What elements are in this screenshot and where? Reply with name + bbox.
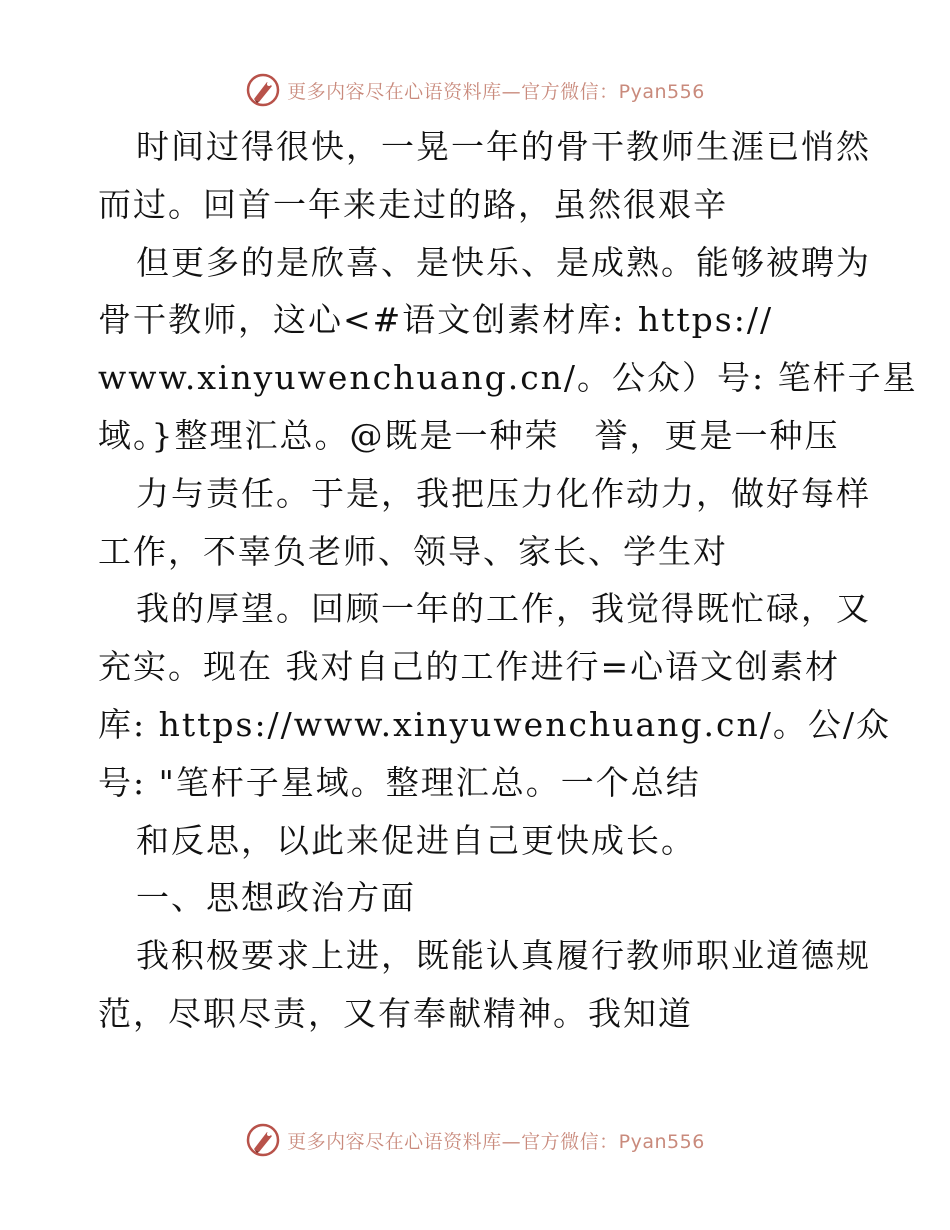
text-line: 工作，不辜负老师、领导、家长、学生对 [98, 531, 728, 571]
text-line: 和反思，以此来促进自己更快成长。 [136, 820, 696, 860]
text-line: 充实。现在 我对自己的工作进行=心语文创素材 [98, 647, 841, 687]
text-line: 而过。回首一年来走过的路，虽然很艰辛 [98, 184, 728, 224]
text-line: 骨干教师，这心<#语文创素材库: https:// [98, 300, 774, 340]
pen-circle-icon [245, 72, 281, 108]
text-line: www.xinyuwenchuang.cn/。公众）号: 笔杆子星 [98, 358, 918, 398]
watermark-text: 更多内容尽在心语资料库—官方微信：Pyan556 [287, 1130, 705, 1153]
text-line: 力与责任。于是，我把压力化作动力，做好每样 [136, 473, 871, 513]
text-line: 域。}整理汇总。@既是一种荣 誉，更是一种压 [98, 415, 840, 455]
watermark-text: 更多内容尽在心语资料库—官方微信：Pyan556 [287, 80, 705, 103]
text-line: 范，尽职尽责，又有奉献精神。我知道 [98, 993, 693, 1033]
header-watermark [0, 70, 950, 110]
text-line: 一、思想政治方面 [136, 878, 416, 918]
footer-watermark [0, 1120, 950, 1160]
text-line: 我积极要求上进，既能认真履行教师职业道德规 [136, 936, 871, 976]
text-line: 我的厚望。回顾一年的工作，我觉得既忙碌，又 [136, 589, 871, 629]
text-line: 号: "笔杆子星域。整理汇总。一个总结 [98, 762, 701, 802]
document-body [98, 118, 918, 1043]
text-line: 但更多的是欣喜、是快乐、是成熟。能够被聘为 [136, 242, 871, 282]
pen-circle-icon [245, 1122, 281, 1158]
text-line: 库: https://www.xinyuwenchuang.cn/。公/众 [98, 704, 891, 744]
text-line: 时间过得很快，一晃一年的骨干教师生涯已悄然 [136, 127, 871, 166]
